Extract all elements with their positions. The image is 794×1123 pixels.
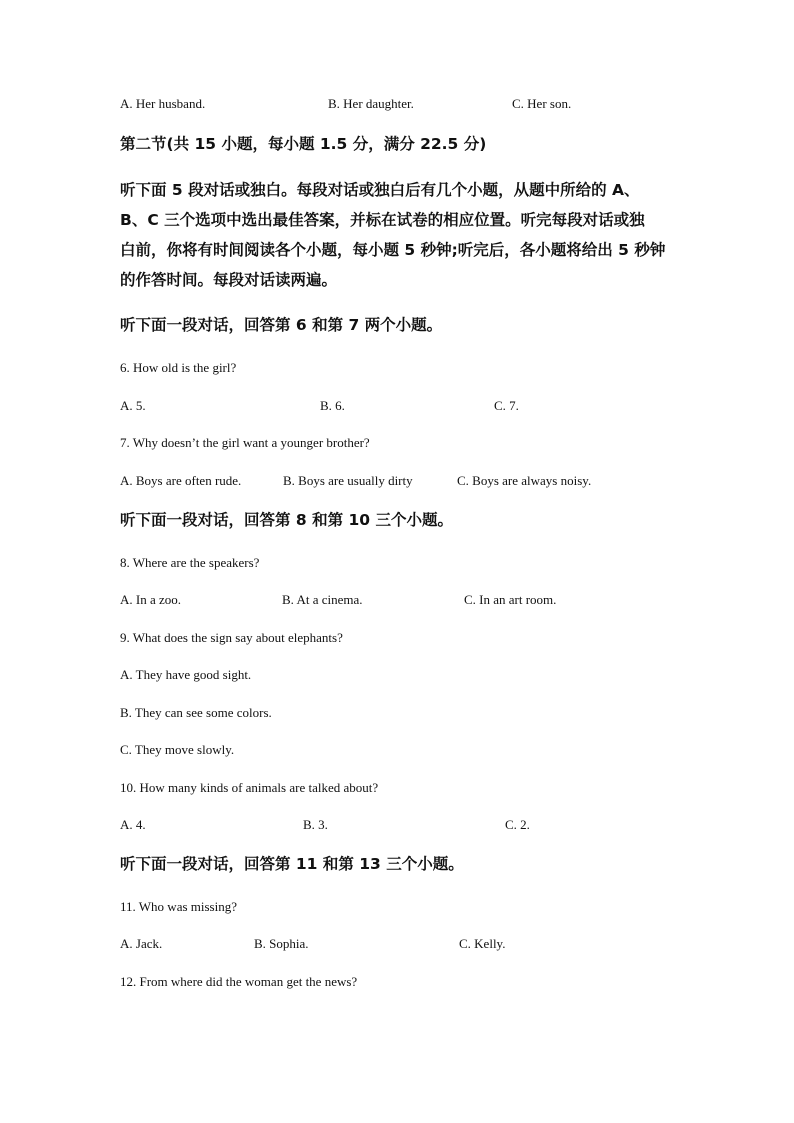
q12-question: 12. From where did the woman get the news? [120,974,358,989]
q9-question: 9. What does the sign say about elephants? [120,630,343,645]
q11-question: 11. Who was missing? [120,899,237,914]
q5-option-c: C. Her son. [512,96,572,111]
section-heading: 第二节(共 15 小题，每小题 1.5 分，满分 22.5 分) [120,135,487,153]
instructions-line: 白前，你将有时间阅读各个小题，每小题 5 秒钟;听完后，各小题将给出 5 秒钟 [120,241,666,259]
instructions-line: 听下面 5 段对话或独白。每段对话或独白后有几个小题，从题中所给的 A、 [120,181,640,199]
q11-option-b: B. Sophia. [254,936,309,951]
q5-option-a: A. Her husband. [120,96,206,111]
q8-option-a: A. In a zoo. [120,592,182,607]
q11-option-a: A. Jack. [120,936,163,951]
q6-option-b: B. 6. [320,398,345,413]
q11-option-c: C. Kelly. [459,936,506,951]
q8-option-c: C. In an art room. [464,592,557,607]
q10-option-b: B. 3. [303,817,328,832]
instructions-line: 的作答时间。每段对话读两遍。 [120,271,338,289]
q7-option-b: B. Boys are usually dirty [283,473,413,488]
q7-option-a: A. Boys are often rude. [120,473,242,488]
instructions-line: B、C 三个选项中选出最佳答案，并标在试卷的相应位置。听完每段对话或独 [120,211,645,229]
q8-option-b: B. At a cinema. [282,592,363,607]
q7-question: 7. Why doesn’t the girl want a younger brother? [120,435,370,450]
q7-option-c: C. Boys are always noisy. [457,473,592,488]
q6-question: 6. How old is the girl? [120,360,237,375]
dialog1-heading: 听下面一段对话，回答第 6 和第 7 两个小题。 [120,316,443,334]
instructions-paragraph [120,175,680,295]
q5-option-b: B. Her daughter. [328,96,414,111]
q10-option-a: A. 4. [120,817,146,832]
q9-option-a: A. They have good sight. [120,667,252,682]
q6-option-c: C. 7. [494,398,519,413]
q9-option-c: C. They move slowly. [120,742,235,757]
dialog3-heading: 听下面一段对话，回答第 11 和第 13 三个小题。 [120,855,464,873]
q9-option-b: B. They can see some colors. [120,705,272,720]
q6-option-a: A. 5. [120,398,146,413]
q10-option-c: C. 2. [505,817,530,832]
dialog2-heading: 听下面一段对话，回答第 8 和第 10 三个小题。 [120,511,453,529]
q10-question: 10. How many kinds of animals are talked about? [120,780,379,795]
q8-question: 8. Where are the speakers? [120,555,260,570]
